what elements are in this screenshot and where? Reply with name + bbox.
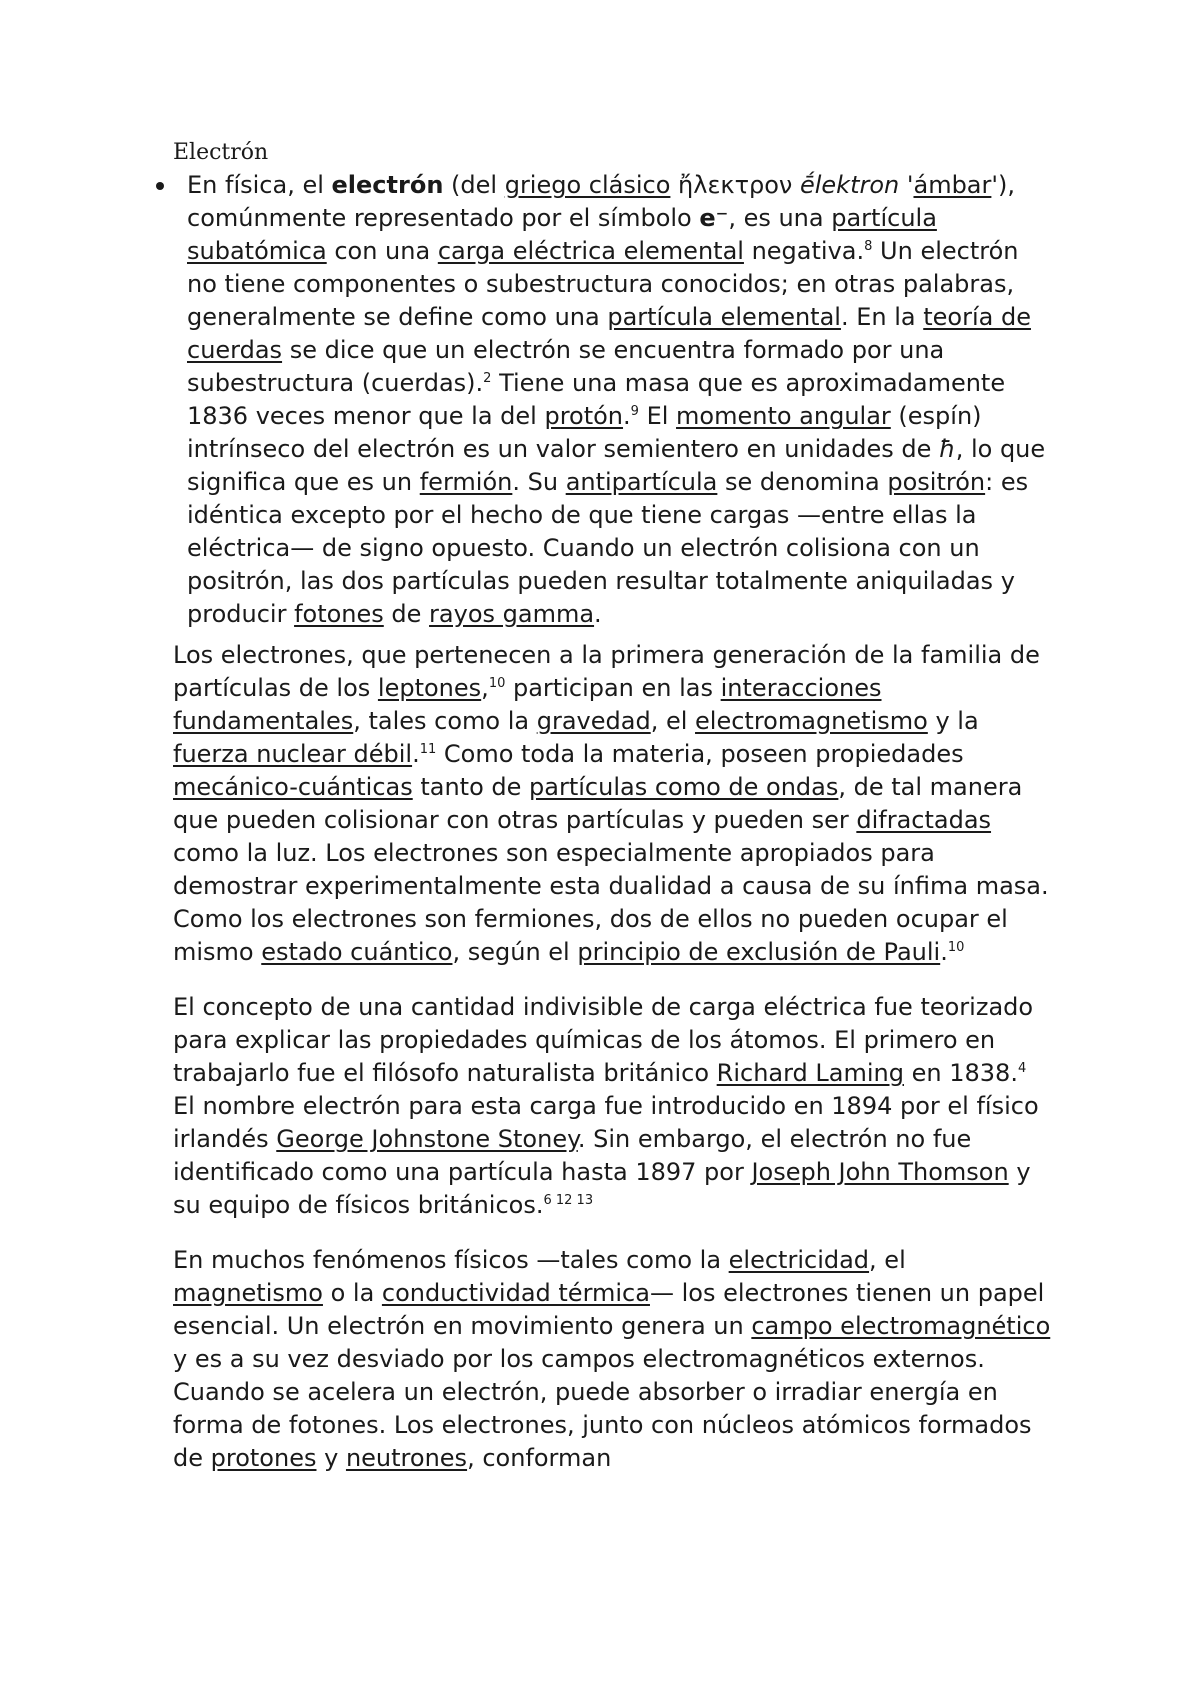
link-antiparticula[interactable]: antipartícula [565,468,718,496]
link-richard-laming[interactable]: Richard Laming [716,1059,904,1087]
text: . [623,402,631,430]
text: . [940,938,948,966]
text: , es una [728,204,832,232]
link-george-johnstone-stoney[interactable]: George Johnstone Stoney [276,1125,578,1153]
text: Los electrones, que pertenecen a la primera generación de la familia de partículas de los [173,641,1040,702]
text: participan en las [505,674,721,702]
text: . [594,600,602,628]
paragraph-leptones [173,639,1053,969]
link-fermion[interactable]: fermión [419,468,513,496]
link-momento-angular[interactable]: momento angular [676,402,891,430]
text: , conforman [467,1444,612,1472]
bullet-dot-icon [156,182,164,190]
text: , tales como la [353,707,537,735]
text: se denomina [717,468,888,496]
text: en 1838. [904,1059,1018,1087]
text: tanto de [412,773,530,801]
electron-symbol: e⁻ [699,204,729,232]
citation[interactable]: 6 12 13 [543,1193,594,1208]
link-particulas-como-de-ondas[interactable]: partículas como de ondas [529,773,839,801]
link-campo-electromagnetico[interactable]: campo electromagnético [751,1312,1051,1340]
text: , según el [452,938,578,966]
link-principio-de-exclusion-de-pauli[interactable]: principio de exclusión de Pauli [577,938,941,966]
link-carga-electrica-elemental[interactable]: carga eléctrica elemental [437,237,744,265]
text: Como toda la materia, poseen propiedades [436,740,964,768]
link-ambar[interactable]: ámbar [913,171,992,199]
link-fuerza-nuclear-debil[interactable]: fuerza nuclear débil [173,740,413,768]
text: y su equipo de físicos británicos. [173,1158,1031,1219]
text: . Sin embargo, el electrón no fue identificado como una partícula hasta 1897 por [173,1125,972,1186]
paragraph-fenomenos [173,1244,1053,1475]
text: , lo que significa que es un [187,435,1046,496]
citation[interactable]: 10 [947,940,965,955]
text: de [383,600,430,628]
text: En física, el [187,171,332,199]
text: se dice que un electrón se encuentra formado por una subestructura (cuerdas). [187,336,945,397]
bold-term: electrón [331,171,444,199]
text: y la [927,707,979,735]
text: : es idéntica excepto por el hecho de que tiene cargas —entre ellas la eléctrica— de signo opuesto. Cuando un electrón colisiona con un positrón, las dos partículas pueden resultar totalmente aniquiladas y producir [187,468,1029,628]
link-joseph-john-thomson[interactable]: Joseph John Thomson [751,1158,1009,1186]
link-conductividad-termica[interactable]: conductividad térmica [381,1279,650,1307]
text: , de tal manera que pueden colisionar con otras partículas y pueden ser [173,773,1023,834]
text: y es a su vez desviado por los campos electromagnéticos externos. Cuando se acelera un electrón, puede absorber o irradiar energía en forma de fotones. Los electrones, junto con núcleos atómicos formados de [173,1345,1032,1472]
document-page [173,138,1053,1475]
text: '), comúnmente representado por el símbolo [187,171,1015,232]
link-interacciones-fundamentales[interactable]: interacciones fundamentales [173,674,882,735]
link-magnetismo[interactable]: magnetismo [173,1279,323,1307]
text: como la luz. Los electrones son especialmente apropiados para demostrar experimentalmente esta dualidad a causa de su ínfima masa. Como los electrones son fermiones, dos de ellos no pueden ocupar el mismo [173,839,1049,966]
document-title: Electrón [173,140,269,165]
link-electromagnetismo[interactable]: electromagnetismo [695,707,928,735]
text: (espín) intrínseco del electrón es un valor semientero en unidades de [187,402,982,463]
link-rayos-gamma[interactable]: rayos gamma [429,600,595,628]
text: ἤλεκτρον [670,171,800,199]
link-teoria-de-cuerdas[interactable]: teoría de cuerdas [187,303,1031,364]
text: . En la [840,303,924,331]
link-particula-subatomica[interactable]: partícula subatómica [187,204,937,265]
link-gravedad[interactable]: gravedad [536,707,651,735]
text: El concepto de una cantidad indivisible de carga eléctrica fue teorizado para explicar las propiedades químicas de los átomos. El primero en trabajarlo fue el filósofo naturalista británico [173,993,1034,1087]
link-neutrones[interactable]: neutrones [345,1444,468,1472]
text: El [638,402,677,430]
citation[interactable]: 11 [419,742,437,757]
text: , el [650,707,696,735]
paragraph-historia [173,991,1053,1222]
text: Un electrón no tiene componentes o subestructura conocidos; en otras palabras, generalmente se define como una [187,237,1019,331]
text: En muchos fenómenos físicos —tales como la [173,1246,729,1274]
citation[interactable]: 8 [864,239,873,254]
text: (del [443,171,505,199]
link-positron[interactable]: positrón [887,468,986,496]
link-estado-cuantico[interactable]: estado cuántico [261,938,453,966]
link-griego-clasico[interactable]: griego clásico [504,171,671,199]
text: Tiene una masa que es aproximadamente 1836 veces menor que la del [187,369,1006,430]
text: o la [322,1279,382,1307]
link-mecanico-cuanticas[interactable]: mecánico-cuánticas [173,773,413,801]
hbar-symbol: ħ [939,435,956,463]
text: ' [899,171,914,199]
link-fotones[interactable]: fotones [294,600,384,628]
citation[interactable]: 9 [630,404,639,419]
citation[interactable]: 2 [483,371,492,386]
text: , el [869,1246,906,1274]
text: negativa. [743,237,865,265]
text: El nombre electrón para esta carga fue introducido en 1894 por el físico irlandés [173,1092,1039,1153]
text: , [481,674,489,702]
italic-term: ḗlektron [799,171,900,199]
link-leptones[interactable]: leptones [377,674,482,702]
citation[interactable]: 10 [488,676,506,691]
text: y [316,1444,346,1472]
link-difractadas[interactable]: difractadas [856,806,992,834]
bullet-item-intro [173,169,1053,631]
link-electricidad[interactable]: electricidad [728,1246,870,1274]
link-particula-elemental[interactable]: partícula elemental [607,303,841,331]
bullet-list [173,169,1053,631]
text: con una [326,237,438,265]
text: . Su [512,468,566,496]
link-protones[interactable]: protones [210,1444,317,1472]
text: . [412,740,420,768]
citation[interactable]: 4 [1017,1061,1027,1076]
text: — los electrones tienen un papel esencial. Un electrón en movimiento genera un [173,1279,1045,1340]
link-proton[interactable]: protón [544,402,624,430]
